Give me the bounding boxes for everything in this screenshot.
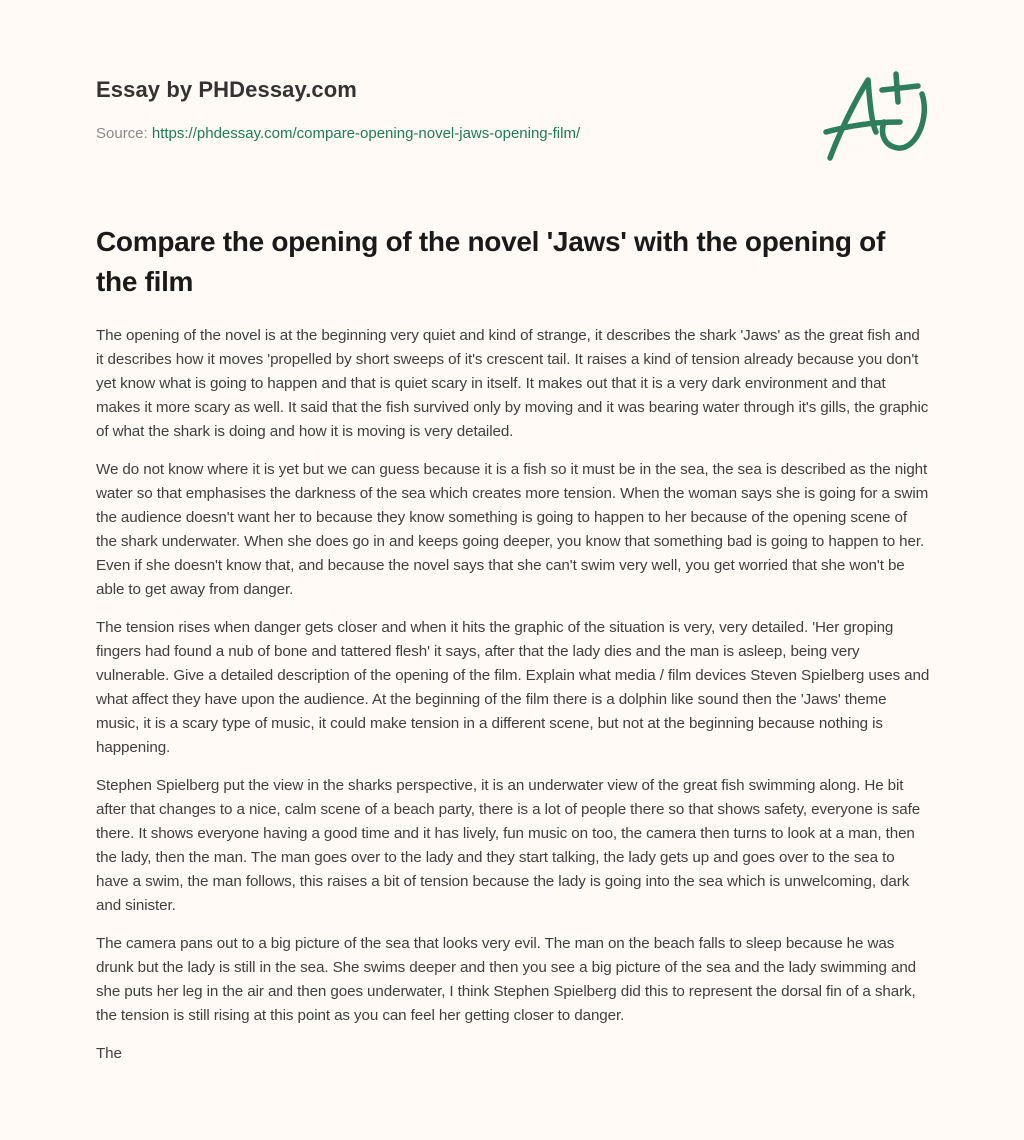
- essay-paragraph-truncated: The: [96, 1045, 122, 1062]
- site-brand: Essay by PHDessay.com: [96, 77, 357, 102]
- source-label: Source:: [96, 125, 152, 142]
- source-link[interactable]: https://phdessay.com/compare-opening-novel-jaws-opening-film/: [151, 125, 581, 142]
- page-header: [96, 76, 796, 144]
- essay-paragraph: The tension rises when danger gets closer and when it hits the graphic of the situation is very, very detailed. 'Her groping fingers had found a nub of bone and tattered flesh' it says, after that the lady dies and the man is asleep, being very vulnerable. Give a detailed description of the opening of the film. Explain what media / film devices Steven Spielberg uses and what affect they have upon the audience. At the beginning of the film there is a dolphin like sound then the 'Jaws' theme music, it is a scary type of music, it could make tension in a different scene, but not at the beginning because nothing is happening.: [96, 619, 930, 756]
- essay-paragraph: Stephen Spielberg put the view in the sharks perspective, it is an underwater view of the great fish swimming along. He bit after that changes to a nice, calm scene of a beach party, there is a lot of people there so that shows safety, everyone is safe there. It shows everyone having a good time and it has lively, fun music on too, the camera then turns to look at a man, then the lady, then the man. The man goes over to the lady and they start talking, the lady gets up and goes over to the sea to have a swim, the man follows, this raises a bit of tension because the lady is going into the sea which is unwelcoming, dark and sinister.: [96, 777, 921, 914]
- essay-title: Compare the opening of the novel 'Jaws' with the opening of the film: [96, 226, 885, 297]
- essay-paragraph: The opening of the novel is at the beginning very quiet and kind of strange, it describes the shark 'Jaws' as the great fish and it describes how it moves 'propelled by short sweeps of it's crescent tail. It raises a kind of tension already because you don't yet know what is going to happen and that is quiet scary in itself. It makes out that it is a very dark environment and that makes it more scary as well. It said that the fish survived only by moving and it was bearing water through it's gills, the graphic of what the shark is doing and how it is moving is very detailed.: [96, 327, 929, 440]
- essay-article: [96, 222, 931, 1080]
- source-line: [96, 124, 796, 144]
- essay-paragraph: The camera pans out to a big picture of the sea that looks very evil. The man on the beach falls to sleep because he was drunk but the lady is still in the sea. She swims deeper and then you see a big picture of the sea and the lady swimming and she puts her leg in the air and then goes underwater, I think Stephen Spielberg did this to represent the dorsal fin of a shark, the tension is still rising at this point as you can feel her getting closer to danger.: [96, 935, 917, 1024]
- a-plus-grade-icon: [820, 66, 930, 166]
- essay-paragraph: We do not know where it is yet but we can guess because it is a fish so it must be in the sea, the sea is described as the night water so that emphasises the darkness of the sea which creates more tension. When the woman says she is going for a swim the audience doesn't want her to because they know something is going to happen to her because of the opening scene of the shark underwater. When she does go in and keeps going deeper, you know that something bad is going to happen to her. Even if she doesn't know that, and because the novel says that she can't swim very well, you get worried that she won't be able to get away from danger.: [96, 461, 929, 598]
